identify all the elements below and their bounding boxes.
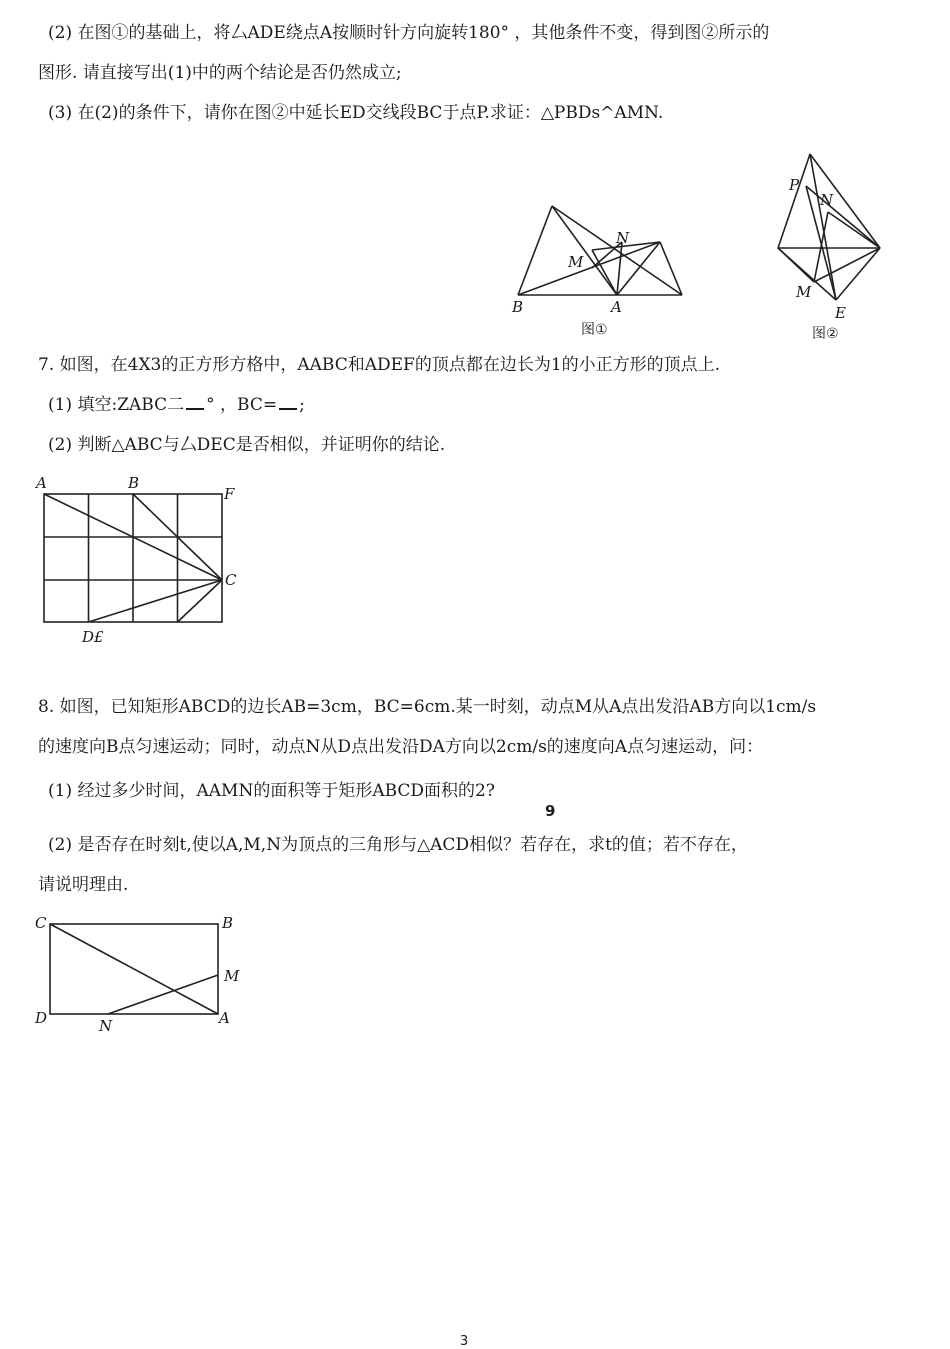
fig2-label-e: E	[835, 304, 846, 322]
q8-part1: (1) 经过多少时间，AAMN的面积等于矩形ABCD面积的2?	[48, 781, 495, 801]
q7-blank-angle	[186, 394, 204, 410]
q8-label-n: N	[99, 1017, 113, 1035]
fig2-label-m: M	[796, 283, 812, 301]
q7-part1	[48, 394, 305, 416]
q6-part2-line1: (2) 在图①的基础上，将厶ADE绕点A按顺时针方向旋转180° ，其他条件不变，得到图②所示的	[48, 23, 770, 43]
q7-label-de: D£	[82, 628, 104, 646]
q7-grid-drawing	[42, 492, 232, 632]
fig1-label-n: N	[616, 229, 630, 247]
fig2-label-n: N	[820, 191, 834, 209]
q8-fraction-denominator: 9	[545, 802, 556, 820]
q7-part2: (2) 判断△ABC与厶DEC是否相似，并证明你的结论.	[48, 435, 446, 455]
q8-label-d: D	[35, 1009, 48, 1027]
q8-part2-line1: (2) 是否存在时刻t,使以A,M,N为顶点的三角形与△ACD相似？若存在，求t的值；若不存在，	[48, 835, 748, 855]
q7-part1-text-a: (1) 填空:ZABC二	[48, 395, 185, 415]
q6-part2-line2: 图形. 请直接写出(1)中的两个结论是否仍然成立;	[38, 63, 402, 83]
q7-label-f: F	[224, 485, 235, 503]
fig1-label-b: B	[512, 298, 524, 316]
q7-part1-text-c: ;	[299, 395, 305, 415]
q7-part1-text-b: ° ，BC=	[206, 395, 278, 415]
q7-label-a: A	[36, 474, 47, 492]
q7-blank-bc	[279, 394, 297, 410]
q6-figure-2-drawing	[770, 148, 900, 318]
q7-stem: 7. 如图，在4X3的正方形方格中，AABC和ADEF的顶点都在边长为1的小正方形的顶点上.	[38, 355, 721, 375]
q6-part3: (3) 在(2)的条件下，请你在图②中延长ED交线段BC于点P.求证：△PBDs^AMN.	[48, 103, 664, 123]
q8-rect-drawing	[48, 920, 228, 1030]
q8-line1: 8. 如图，已知矩形ABCD的边长AB=3cm，BC=6cm.某一时刻，动点M从A点出发沿AB方向以1cm/s	[38, 697, 817, 717]
q8-label-b: B	[222, 914, 234, 932]
page-number: 3	[460, 1334, 469, 1349]
q6-figure-1-drawing	[500, 190, 700, 330]
q7-label-b: B	[128, 474, 140, 492]
fig1-caption: 图①	[581, 322, 608, 338]
fig1-label-a: A	[611, 298, 622, 316]
fig2-label-p: P	[789, 176, 800, 194]
q8-label-c: C	[35, 914, 47, 932]
q8-line2: 的速度向B点匀速运动；同时，动点N从D点出发沿DA方向以2cm/s的速度向A点匀速运动，问：	[38, 737, 764, 757]
q8-label-a: A	[219, 1009, 230, 1027]
q8-label-m: M	[224, 967, 240, 985]
fig1-label-m: M	[568, 253, 584, 271]
fig2-caption: 图②	[812, 326, 839, 342]
q7-label-c: C	[225, 571, 237, 589]
q8-part2-line2: 请说明理由.	[38, 875, 129, 895]
